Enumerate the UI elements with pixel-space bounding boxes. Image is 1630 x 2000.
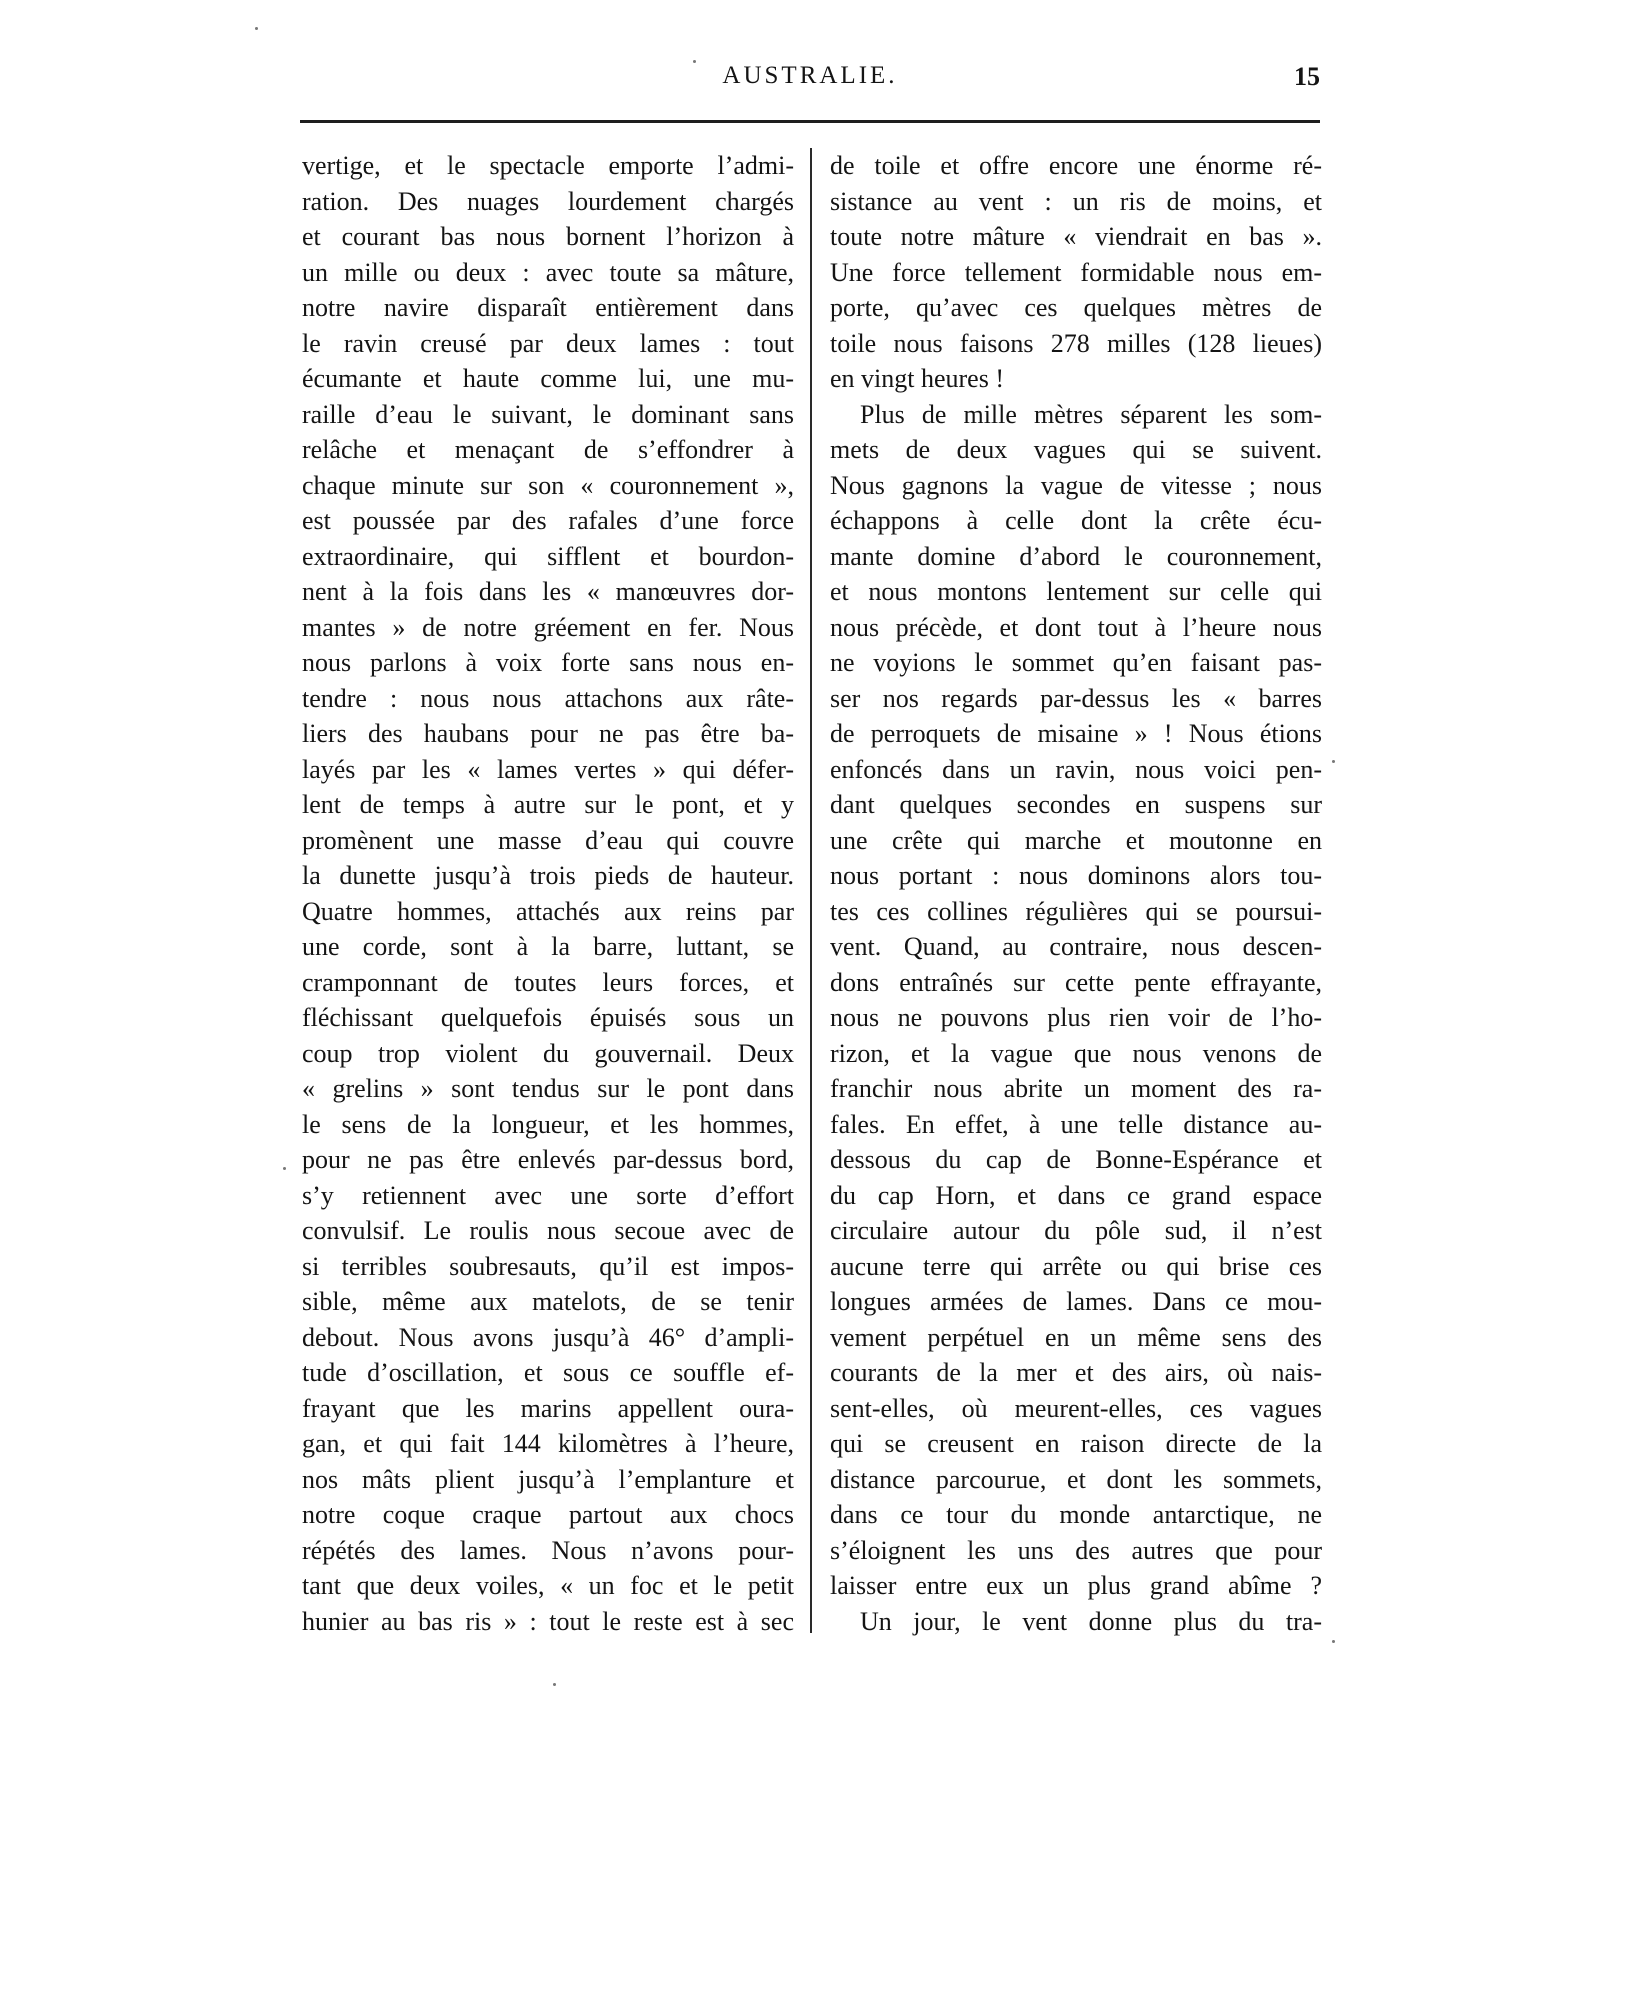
text-line: porte, qu’avec ces quelques mètres de (830, 293, 1322, 322)
text-line: lent de temps à autre sur le pont, et y (302, 790, 794, 819)
text-line: laisser entre eux un plus grand abîme ? (830, 1571, 1322, 1600)
text-line: et courant bas nous bornent l’horizon à (302, 222, 794, 251)
text-line: « grelins » sont tendus sur le pont dans (302, 1074, 794, 1103)
text-line: nous ne pouvons plus rien voir de l’ho- (830, 1003, 1322, 1032)
text-line: chaque minute sur son « couronnement », (302, 470, 794, 500)
text-line: vertige, et le spectacle emporte l’admi- (302, 151, 794, 180)
scan-speck (1332, 1640, 1335, 1643)
text-line: Un jour, le vent donne plus du tra- (860, 1606, 1322, 1636)
text-line: relâche et menaçant de s’effondrer à (302, 435, 794, 464)
text-line: enfoncés dans un ravin, nous voici pen- (830, 754, 1322, 784)
text-line: nous précède, et dont tout à l’heure nous (830, 612, 1322, 642)
text-line: mante domine d’abord le couronnement, (830, 541, 1322, 571)
scan-speck (1332, 760, 1335, 763)
text-line: Nous gagnons la vague de vitesse ; nous (830, 470, 1322, 500)
page-number: 15 (1294, 62, 1320, 91)
text-line: de perroquets de misaine » ! Nous étions (830, 719, 1322, 748)
text-line: fales. En effet, à une telle distance au- (830, 1109, 1322, 1139)
text-line: tude d’oscillation, et sous ce souffle ef- (302, 1358, 794, 1387)
text-line: un mille ou deux : avec toute sa mâture, (302, 257, 794, 287)
text-line: nent à la fois dans les « manœuvres dor- (302, 577, 794, 606)
text-line: distance parcourue, et dont les sommets, (830, 1464, 1322, 1494)
text-line: et nous montons lentement sur celle qui (830, 577, 1322, 606)
text-line: cramponnant de toutes leurs forces, et (302, 967, 794, 997)
text-line: vement perpétuel en un même sens des (830, 1322, 1322, 1352)
text-line: courants de la mer et des airs, où nais- (830, 1358, 1322, 1387)
text-line: sistance au vent : un ris de moins, et (830, 186, 1322, 216)
text-line: Plus de mille mètres séparent les som- (860, 399, 1322, 429)
text-line: ne voyions le sommet qu’en faisant pas- (830, 648, 1322, 677)
text-line: tendre : nous nous attachons aux râte- (302, 683, 794, 713)
text-line: répétés des lames. Nous n’avons pour- (302, 1535, 794, 1565)
text-line: aucune terre qui arrête ou qui brise ces (830, 1251, 1322, 1281)
text-line: le sens de la longueur, et les hommes, (302, 1109, 794, 1139)
scan-speck (693, 60, 696, 63)
text-line: layés par les « lames vertes » qui défer- (302, 754, 794, 784)
text-line: nous parlons à voix forte sans nous en- (302, 648, 794, 677)
text-line: la dunette jusqu’à trois pieds de hauteur. (302, 861, 794, 890)
text-line: dant quelques secondes en suspens sur (830, 790, 1322, 819)
text-line: convulsif. Le roulis nous secoue avec de (302, 1216, 794, 1245)
text-line: pour ne pas être enlevés par-dessus bord, (302, 1145, 794, 1174)
running-title: AUSTRALIE. (722, 62, 898, 89)
text-line: le ravin creusé par deux lames : tout (302, 328, 794, 358)
text-line: qui se creusent en raison directe de la (830, 1429, 1322, 1458)
text-line: dons entraînés sur cette pente effrayante, (830, 967, 1322, 997)
text-line: mets de deux vagues qui se suivent. (830, 435, 1322, 464)
text-line: en vingt heures ! (830, 364, 1005, 393)
text-line: mantes » de notre gréement en fer. Nous (302, 612, 794, 642)
text-line: fléchissant quelquefois épuisés sous un (302, 1003, 794, 1032)
text-line: dans ce tour du monde antarctique, ne (830, 1500, 1322, 1529)
text-line: notre coque craque partout aux chocs (302, 1500, 794, 1529)
text-line: tant que deux voiles, « un foc et le petit (302, 1571, 794, 1600)
text-line: écumante et haute comme lui, une mu- (302, 364, 794, 393)
text-line: debout. Nous avons jusqu’à 46° d’ampli- (302, 1322, 794, 1352)
text-line: gan, et qui fait 144 kilomètres à l’heure, (302, 1429, 794, 1458)
text-line: rizon, et la vague que nous venons de (830, 1038, 1322, 1068)
scan-speck (283, 1167, 286, 1170)
text-line: dessous du cap de Bonne-Espérance et (830, 1145, 1322, 1174)
text-line: ration. Des nuages lourdement chargés (302, 186, 794, 216)
text-line: frayant que les marins appellent oura- (302, 1393, 794, 1423)
column-divider (810, 148, 812, 1633)
text-line: raille d’eau le suivant, le dominant sans (302, 399, 794, 429)
text-line: ser nos regards par-dessus les « barres (830, 683, 1322, 713)
text-line: Quatre hommes, attachés aux reins par (302, 896, 794, 926)
text-line: longues armées de lames. Dans ce mou- (830, 1287, 1322, 1316)
text-line: nous portant : nous dominons alors tou- (830, 861, 1322, 890)
running-head (300, 58, 1320, 98)
text-line: hunier au bas ris » : tout le reste est à sec (302, 1606, 794, 1636)
right-text-column (830, 148, 1322, 1639)
text-line: Une force tellement formidable nous em- (830, 257, 1322, 287)
text-line: une corde, sont à la barre, luttant, se (302, 932, 794, 961)
scan-speck (255, 27, 258, 30)
text-line: sent-elles, où meurent-elles, ces vagues (830, 1393, 1322, 1423)
scan-speck (553, 1683, 556, 1686)
text-line: promènent une masse d’eau qui couvre (302, 825, 794, 855)
text-line: s’éloignent les uns des autres que pour (830, 1535, 1322, 1565)
text-line: s’y retiennent avec une sorte d’effort (302, 1180, 794, 1210)
text-line: toute notre mâture « viendrait en bas ». (830, 222, 1322, 251)
text-line: extraordinaire, qui sifflent et bourdon- (302, 541, 794, 571)
text-line: liers des haubans pour ne pas être ba- (302, 719, 794, 748)
text-line: de toile et offre encore une énorme ré- (830, 151, 1322, 180)
text-line: tes ces collines régulières qui se poursui- (830, 896, 1322, 926)
header-rule (300, 120, 1320, 123)
text-line: toile nous faisons 278 milles (128 lieues) (830, 328, 1322, 358)
text-line: une crête qui marche et moutonne en (830, 825, 1322, 855)
left-text-column (302, 148, 794, 1639)
text-line: échappons à celle dont la crête écu- (830, 506, 1322, 535)
text-line: du cap Horn, et dans ce grand espace (830, 1180, 1322, 1210)
text-line: circulaire autour du pôle sud, il n’est (830, 1216, 1322, 1245)
text-line: vent. Quand, au contraire, nous descen- (830, 932, 1322, 961)
text-line: franchir nous abrite un moment des ra- (830, 1074, 1322, 1103)
text-line: sible, même aux matelots, de se tenir (302, 1287, 794, 1316)
text-line: notre navire disparaît entièrement dans (302, 293, 794, 322)
text-line: si terribles soubresauts, qu’il est impos- (302, 1251, 794, 1281)
text-line: est poussée par des rafales d’une force (302, 506, 794, 535)
text-line: nos mâts plient jusqu’à l’emplanture et (302, 1464, 794, 1494)
text-line: coup trop violent du gouvernail. Deux (302, 1038, 794, 1068)
